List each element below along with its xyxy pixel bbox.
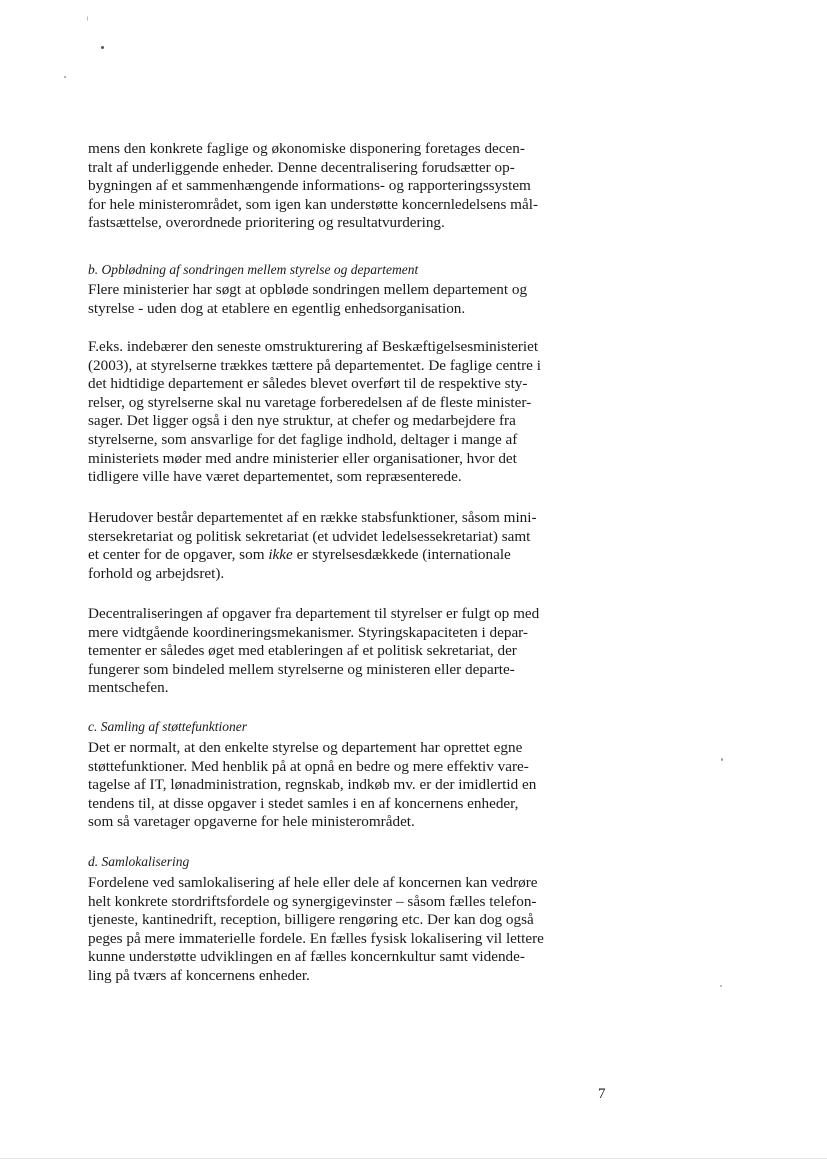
scan-speck: [87, 16, 88, 21]
paragraph-koordinering: [88, 605, 628, 698]
text-line: tjeneste, kantinedrift, reception, billigere rengøring etc. Der kan dog også: [88, 911, 534, 929]
scan-speck: [720, 985, 722, 987]
text-line: Herudover består departementet af en række stabsfunktioner, såsom mini-: [88, 509, 537, 526]
text-line: Flere ministerier har søgt at opbløde sondringen mellem departement og: [88, 281, 528, 298]
emphasis-ikke: ikke: [268, 546, 293, 564]
paragraph-decentralisation: [88, 140, 628, 233]
text-line: Decentraliseringen af opgaver fra departement til styrelser er fulgt op med: [88, 605, 540, 622]
text-line: peges på mere immaterielle fordele. En fælles fysisk lokalisering vil lettere: [88, 929, 544, 947]
text-line: støttefunktioner. Med henblik på at opnå en bedre og mere effektiv vare-: [88, 757, 529, 775]
text-line: sager. Det ligger også i den nye struktur, at chefer og medarbejdere fra: [88, 412, 516, 430]
section-heading-d: d. Samlokalisering: [88, 854, 190, 869]
text-line: tagelse af IT, lønadministration, regnskab, indkøb mv. er der imidlertid en: [88, 776, 537, 794]
scan-edge: [0, 1158, 827, 1159]
text-line: styrelse - uden dog at etablere en egentlig enhedsorganisation.: [88, 299, 466, 317]
text-line: ling på tværs af koncernens enheder.: [88, 966, 310, 984]
text-line: ministeriets møder med andre ministerier eller organisationer, hvor det: [88, 449, 517, 467]
text-line: tendens til, at disse opgaver i stedet samles i en af koncernens enheder,: [88, 794, 519, 812]
text-line: mere vidtgående koordineringsmekanismer. Styringskapaciteten i depar-: [88, 623, 528, 641]
text-line: mens den konkrete faglige og økonomiske disponering foretages decen-: [88, 140, 525, 157]
text-line: (2003), at styrelserne trækkes tættere på departementet. De faglige centre i: [88, 356, 541, 374]
text-line: Fordelene ved samlokalisering af hele eller dele af koncernen kan vedrøre: [88, 874, 538, 891]
text-line: bygningen af et sammenhængende informations- og rapporteringssystem: [88, 177, 531, 195]
text-fragment: et center for de opgaver, som: [88, 546, 269, 564]
section-heading-b: b. Opblødning af sondringen mellem styrelse og departement: [88, 262, 419, 277]
text-line-with-emphasis: [88, 546, 628, 565]
text-line: som så varetager opgaverne for hele ministerområdet.: [88, 813, 415, 831]
text-line: fungerer som bindeled mellem styrelserne og ministeren eller departe-: [88, 660, 515, 678]
text-line: helt konkrete stordriftsfordele og synergigevinster – såsom fælles telefon-: [88, 892, 537, 910]
paragraph-opblodning: [88, 281, 628, 318]
text-line: tidligere ville have været departementet, som repræsenterede.: [88, 468, 462, 486]
text-line: F.eks. indebærer den seneste omstrukturering af Beskæftigelsesministeriet: [88, 338, 539, 355]
scan-speck: [721, 758, 723, 761]
scan-speck: [101, 46, 104, 49]
text-line: forhold og arbejdsret).: [88, 564, 225, 582]
text-line: Det er normalt, at den enkelte styrelse og departement har oprettet egne: [88, 739, 523, 756]
text-line: styrelserne, som ansvarlige for det faglige indhold, deltager i mange af: [88, 430, 518, 448]
paragraph-stottefunktioner: [88, 739, 628, 832]
text-line: fastsættelse, overordnede prioritering og resultatvurdering.: [88, 214, 445, 232]
page-number: 7: [598, 1086, 606, 1102]
paragraph-samlokalisering: [88, 874, 628, 986]
paragraph-example: [88, 338, 628, 487]
text-line: stersekretariat og politisk sekretariat (et udvidet ledelsessekretariat) samt: [88, 527, 531, 545]
text-line: mentschefen.: [88, 679, 169, 697]
text-line: kunne understøtte udviklingen en af fælles koncernkultur samt vidende-: [88, 948, 525, 966]
text-line: relser, og styrelserne skal nu varetage forberedelsen af de fleste minister-: [88, 393, 532, 411]
paragraph-stabsfunktioner: [88, 509, 628, 583]
text-fragment: er styrelsesdækkede (internationale: [292, 546, 511, 564]
section-heading-c: c. Samling af støttefunktioner: [88, 719, 247, 734]
text-line: det hidtidige departement er således blevet overført til de respektive sty-: [88, 375, 528, 393]
text-line: tementer er således øget med etableringen af et politisk sekretariat, der: [88, 642, 517, 660]
scan-speck: [64, 76, 66, 78]
text-line: tralt af underliggende enheder. Denne decentralisering forudsætter op-: [88, 158, 515, 176]
text-line: for hele ministerområdet, som igen kan understøtte koncernledelsens mål-: [88, 195, 539, 213]
